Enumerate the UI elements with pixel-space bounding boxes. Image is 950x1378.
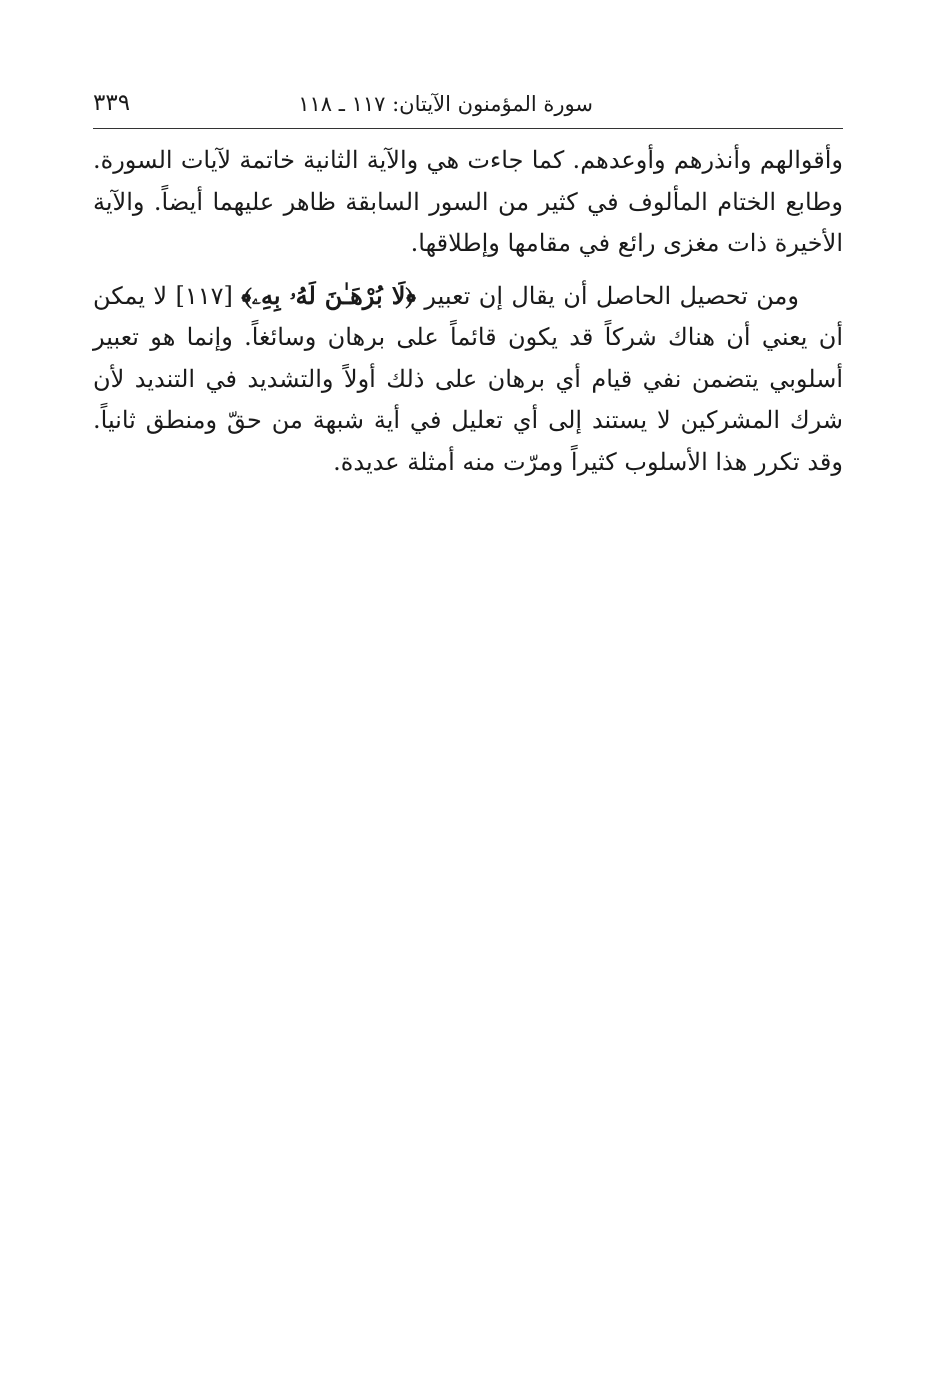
running-header-title: سورة المؤمنون الآيتان: ١١٧ ـ ١١٨: [298, 92, 593, 116]
quran-quote: ﴿لَا بُرْهَـٰنَ لَهُۥ بِهِۦ﴾: [241, 280, 417, 310]
paragraph-2: [93, 275, 843, 484]
paragraph-2-continuation: لا يمكن أن يعني أن هناك شركاً قد يكون قائماً على برهان وسائغاً. وإنما هو تعبير أسلوبي يتضمن نفي قيام أي برهان على ذلك أولاً والتشديد في التنديد لأن شرك المشركين لا يستند إلى أي تعليل في أية شبهة من حقّ ومنطق ثانياً. وقد تكرر هذا الأسلوب كثيراً ومرّت منه أمثلة عديدة.: [93, 281, 843, 476]
verse-reference: [١١٧]: [175, 281, 233, 310]
paragraph-1: وأقوالهم وأنذرهم وأوعدهم. كما جاءت هي والآية الثانية خاتمة لآيات السورة. وطابع الختام المألوف في كثير من السور السابقة ظاهر عليهما أيضاً. والآية الأخيرة ذات مغزى رائع في مقامها وإطلاقها.: [93, 146, 843, 257]
header-divider: [93, 128, 843, 129]
body-text: [93, 140, 843, 483]
page-number: ٣٣٩: [93, 90, 131, 116]
paragraph-2-intro: ومن تحصيل الحاصل أن يقال إن تعبير: [424, 281, 800, 310]
page-header: [93, 86, 843, 124]
